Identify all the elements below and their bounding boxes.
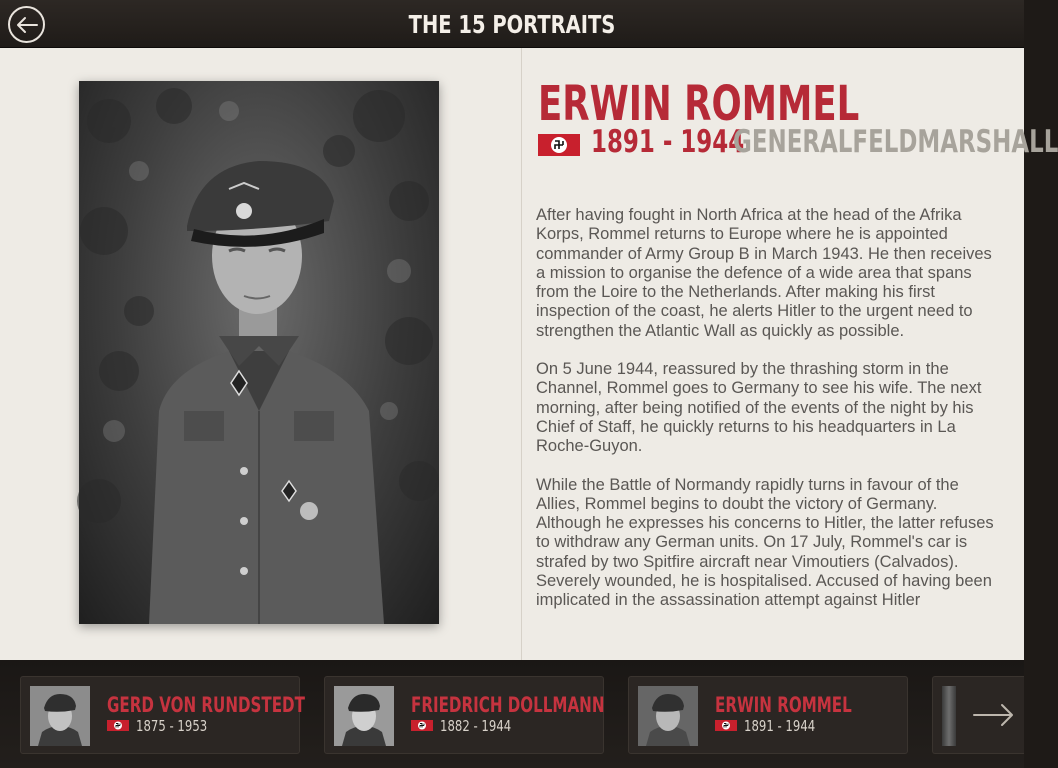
portrait-name: ERWIN ROMMEL [538, 76, 860, 132]
back-arrow-icon [15, 16, 39, 34]
carousel-thumbnail [638, 686, 698, 746]
biography-text[interactable] [536, 206, 1000, 638]
right-arrow-icon[interactable] [970, 700, 1018, 730]
carousel-thumbnail [942, 686, 956, 746]
bio-fade-overlay [530, 616, 1010, 646]
carousel-thumbnail [30, 686, 90, 746]
flag-icon [538, 134, 580, 156]
flag-icon [107, 720, 129, 731]
carousel-card-dollmann[interactable] [324, 676, 604, 754]
carousel-card-name: FRIEDRICH DOLLMANN [411, 693, 605, 717]
carousel-card-years: 1875 - 1953 [136, 717, 208, 735]
carousel-thumbnail [334, 686, 394, 746]
bio-paragraph: While the Battle of Normandy rapidly turns in favour of the Allies, Rommel begins to doubt the victory of Germany. Although he expresses his concerns to Hitler, the latter refuses to withdraw any German units. On 17 July, Rommel's car is strafed by two Spitfire aircraft near Vimoutiers (Calvados). Severely wounded, he is hospitalised. Accused of having been implicated in the assassination attempt against Hitler [536, 475, 994, 610]
flag-icon [411, 720, 433, 731]
portrait-photo [79, 81, 439, 624]
panel-divider [521, 48, 522, 660]
carousel-card-name: GERD VON RUNDSTEDT [107, 693, 305, 717]
carousel-card-rundstedt[interactable] [20, 676, 305, 754]
portrait-carousel [0, 660, 1024, 768]
carousel-card-years: 1882 - 1944 [440, 717, 512, 735]
back-button[interactable] [8, 6, 45, 43]
portrait-detail [0, 48, 1058, 660]
flag-icon [715, 720, 737, 731]
carousel-card-years: 1891 - 1944 [744, 717, 816, 735]
bio-paragraph: After having fought in North Africa at the head of the Afrika Korps, Rommel returns to Europe where he is appointed commander of Army Group B in March 1943. He then receives a mission to organise the defence of a wide area that spans from the Loire to the Netherlands. After making his first inspection of the coast, he alerts Hitler to the urgent need to strengthen the Atlantic Wall as quickly as possible. [536, 206, 992, 340]
carousel-card-name: ERWIN ROMMEL [715, 693, 852, 717]
bio-paragraph: On 5 June 1944, reassured by the thrashing storm in the Channel, Rommel goes to Germany to see his wife. The next morning, after being notified of the events of the night by his Chief of Staff, he quickly returns to his headquarters in La Roche-Guyon. [536, 360, 982, 456]
portrait-years: 1891 - 1944 [591, 124, 745, 160]
carousel-card-rommel[interactable] [628, 676, 908, 754]
page-title: THE 15 PORTRAITS [408, 10, 616, 39]
portrait-rank: GENERALFELDMARSHALL [733, 124, 1058, 160]
top-bar [0, 0, 1024, 48]
